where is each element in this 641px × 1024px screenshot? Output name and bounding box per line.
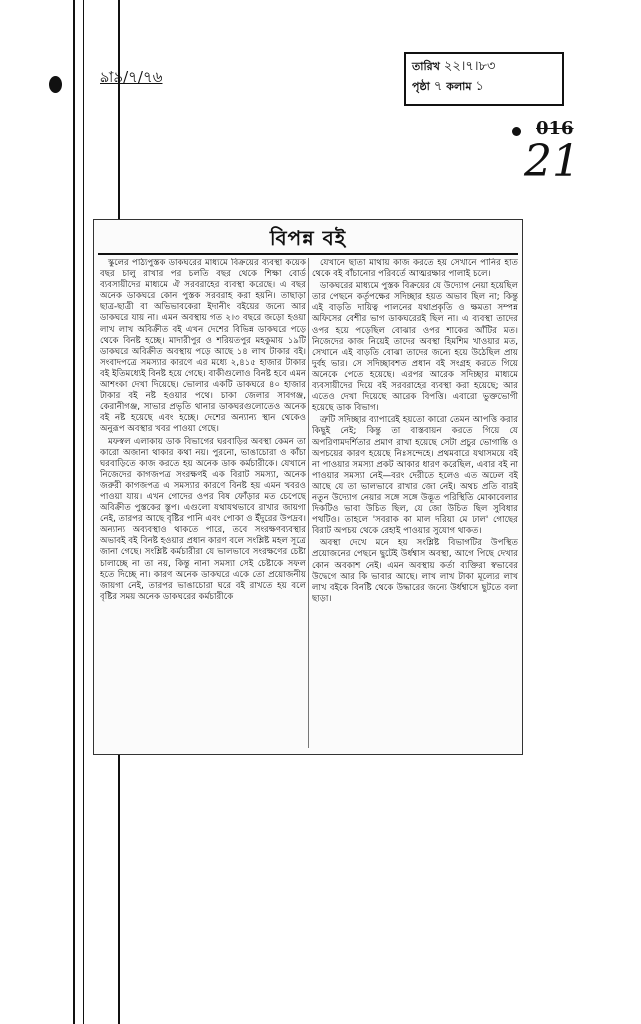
paragraph: ত্রুটি সদিচ্ছার ব্যাপারেই হয়তো কারো তেমন আপত্তি করার কিছুই নেই; কিন্তু তা বাস্তবায়ন করতে গিয়ে যে অপরিণামদর্শিতার প্রমাণ রাখা হয়েছে সেটা প্রচুর ভোগান্তি ও অপচয়ের কারণ হয়েছে নিঃসন্দেহে। প্রথমবারে যথাসময়ে বই না পাওয়ার সমস্যা প্রকট আকার ধারণ করেছিল, এবার বই না পাওয়ার সমস্যা নেই—বরং দেরীতে হলেও এত অঢেল বই আছে যে তা ভালভাবে রাখার জো নেই। অথচ প্রতি বারই নতুন উদ্যোগ নেয়ার সঙ্গে সঙ্গে উদ্ভূত পরিস্থিতি মোকাবেলার দিকটিও ভাবা উচিত ছিল, যে জো উচিত ছিল সুবিধার পথটিও। তাহলে 'সবরাক কা মাল দরিয়া মে ঢাল' গোছের বিরাট অপচয় থেকে রেহাই পাওয়ার সুযোগ থাকত। (312, 415, 518, 537)
punch-hole-mark (49, 76, 62, 93)
paragraph: যেখানে ছাতা মাথায় কাজ করতে হয় সেখানে পানির হাত থেকে বই বাঁচানোর পরিবর্তে আত্মরক্ষার পালাই চলে। (312, 258, 518, 280)
stamp-date-label: তারিখ (412, 60, 440, 73)
right-column (312, 258, 518, 742)
margin-note: ঌা৯/৭/৭৬ (100, 68, 163, 86)
title-divider (98, 253, 518, 255)
paragraph: ডাকঘরের মাধ্যমে পুস্তক বিক্রয়ের যে উদ্যোগ নেয়া হয়েছিল তার পেছনে কর্তৃপক্ষের সদিচ্ছার হয়ত অভাব ছিল না; কিন্তু এই বাড়তি দায়িত্ব পালনের যথাপ্রকৃতি ও ক্ষমতা সম্পন্ন অফিসের বেশীর ভাগ ডাকঘরেরই ছিল না। এ ব্যবস্থা তাদের ওপর হয়ে পড়েছিল বোঝার ওপর শাকের আঁটির মত। নিজেদের কাজ নিয়েই তাদের অবস্থা হিমশিম খাওয়ার মত, সেখানে এই বাড়তি বোঝা তাদের জন্যে হয়ে উঠেছিল প্রায় দুর্বহ ভার। সে সদিচ্ছাবশত প্রধান বই সংগ্রহ করতে গিয়ে অনেকে পেতে হয়েছে। এরপর আরেক সদিচ্ছার মাধ্যমে ব্যবসায়ীদের দিয়ে বই সরবরাহের ব্যবস্থা করা হয়েছে; আর এতেও দেখা দিয়েছে আরেক বিপত্তি। এবারো ভুক্তভোগী হয়েছে ডাক বিভাগ। (312, 281, 518, 414)
stamp-column-label: কলাম (446, 80, 472, 93)
stamp-page-row (412, 77, 556, 97)
stamp-date-value: ২২।৭।৮৩ (443, 59, 496, 74)
scan-line (73, 0, 75, 1024)
stamp-page-value: ৭ (433, 79, 443, 94)
stamp-column-value: ১ (475, 79, 484, 94)
stamp-date-row (412, 57, 556, 77)
newspaper-clipping (93, 219, 523, 755)
column-divider (308, 258, 309, 748)
date-stamp (404, 52, 564, 106)
folio-code: 016 (536, 118, 574, 139)
folio-number: 21 (524, 136, 580, 187)
paragraph: অবস্থা দেখে মনে হয় সংশ্লিষ্ট বিভাগটির উপস্থিত প্রয়োজনের পেছনে ছুটেই উর্ধশ্বাস অবস্থা, আগে পিছে দেখার কোন অবকাশ নেই। এমন অবস্থায় কর্তা ব্যক্তিরা স্বভাবের উদ্বেগে আর কি ভাবার আছে। লাখ লাখ টাকা মূল্যের লাখ লাখ বইকে বিনষ্টি থেকে উদ্ধারের জন্যে উর্ধশ্বাসে ছুটতে বলা ছাড়া। (312, 538, 518, 604)
paragraph: স্কুলের পাঠ্যপুস্তক ডাকঘরের মাধ্যমে বিক্রয়ের ব্যবস্থা কয়েক বছর চালু রাখার পর চলতি বছর থেকে শিক্ষা বোর্ড ব্যবসায়ীদের মাধ্যমে ঐ সরবরাহের ব্যবস্থা করেছে। এ বছর অনেক ডাকঘরে কোন পুস্তক সরবরাহ করা হয়নি। তাছাড়া ছাত্র-ছাত্রী বা অভিভাবকেরা ইদানীং বইয়ের জন্যে আর ডাকঘরে যায় না। এমন অবস্থায় গত ২।৩ বছরে জড়ো হওয়া লাখ লাখ অবিক্রীত বই এখন দেশের বিভিন্ন ডাকঘরে পড়ে থেকে বিনষ্ট হচ্ছে। মাদারীপুর ও শরিয়তপুর মহকুমায় ১৯টি ডাকঘরে অবিক্রীত অবস্থায় পড়ে আছে ১৪ লাখ টাকার বই। সংবাদপত্রে সমস্যার কারণে এর মধ্যে ২,৪১৫ হাজার টাকার বই ইতিমধ্যেই বিনষ্ট হয়ে গেছে। বাকীগুলোও বিনষ্ট হবে এমন আশংকা দেখা দিয়েছে। ভোলার একটি ডাকঘরে ৪০ হাজার টাকার বই নষ্ট হওয়ার পথে। চাকা জেলার সাবগঞ্জ, কেরানীগঞ্জ, সাভার প্রভৃতি থানার ডাকঘরগুলোতেও অনেক বই নষ্ট হয়েছে এবং হচ্ছে। দেশের অন্যান্য স্থান থেকেও অনুরূপ অবস্থার খবর পাওয়া গেছে। (100, 258, 306, 435)
paragraph: মফস্বল এলাকায় ডাক বিভাগের ঘরবাড়ির অবস্থা কেমন তা কারো অজানা থাকার কথা নয়। পুরনো, ভাঙাচোরা ও কাঁচা ঘরবাড়িতে কাজ করতে হয় অনেক ডাক কর্মচারীকে। যেখানে নিজেদের কাগজপত্র সংরক্ষণই এক বিরাট সমস্যা, অনেক জরুরী কাগজপত্র এ সমস্যার কারণে বিনষ্ট হয় এমন খবরও পাওয়া যায়। এখন গোদের ওপর বিষ ফোঁড়ার মত চেপেছে অবিক্রীত পুস্তকের স্তূপ। এগুলো যথাযথভাবে রাখার জায়গা নেই, তারপর আছে বৃষ্টির পানি এবং পোকা ও ইঁদুরের উপদ্রব। অন্যান্য অব্যবস্থাও থাকতে পারে, তবে সংরক্ষণব্যবস্থার অভাবই বই বিনষ্ট হওয়ার প্রধান কারণ বলে সংশ্লিষ্ট মহল সূত্রে জানা গেছে। সংশ্লিষ্ট কর্মচারীরা যে ভালভাবে সংরক্ষণের চেষ্টা চালাচ্ছে না তা নয়, কিন্তু নানা সমস্যা সেই চেষ্টাকে সফল হতে দিচ্ছে না। কারণ অনেক ডাকঘরে একে তো প্রয়োজনীয় জায়গা নেই, তারপর ভাঙাচোরা ঘরে বই রাখতে হয় বলে বৃষ্টির সময় অনেক ডাকঘরের কর্মচারীকে (100, 436, 306, 602)
scan-line (83, 0, 84, 1024)
stamp-page-label: পৃষ্ঠা (412, 80, 430, 93)
left-column (100, 258, 306, 750)
clipping-title: বিপন্ন বই (269, 226, 347, 250)
ink-dot (512, 127, 521, 136)
